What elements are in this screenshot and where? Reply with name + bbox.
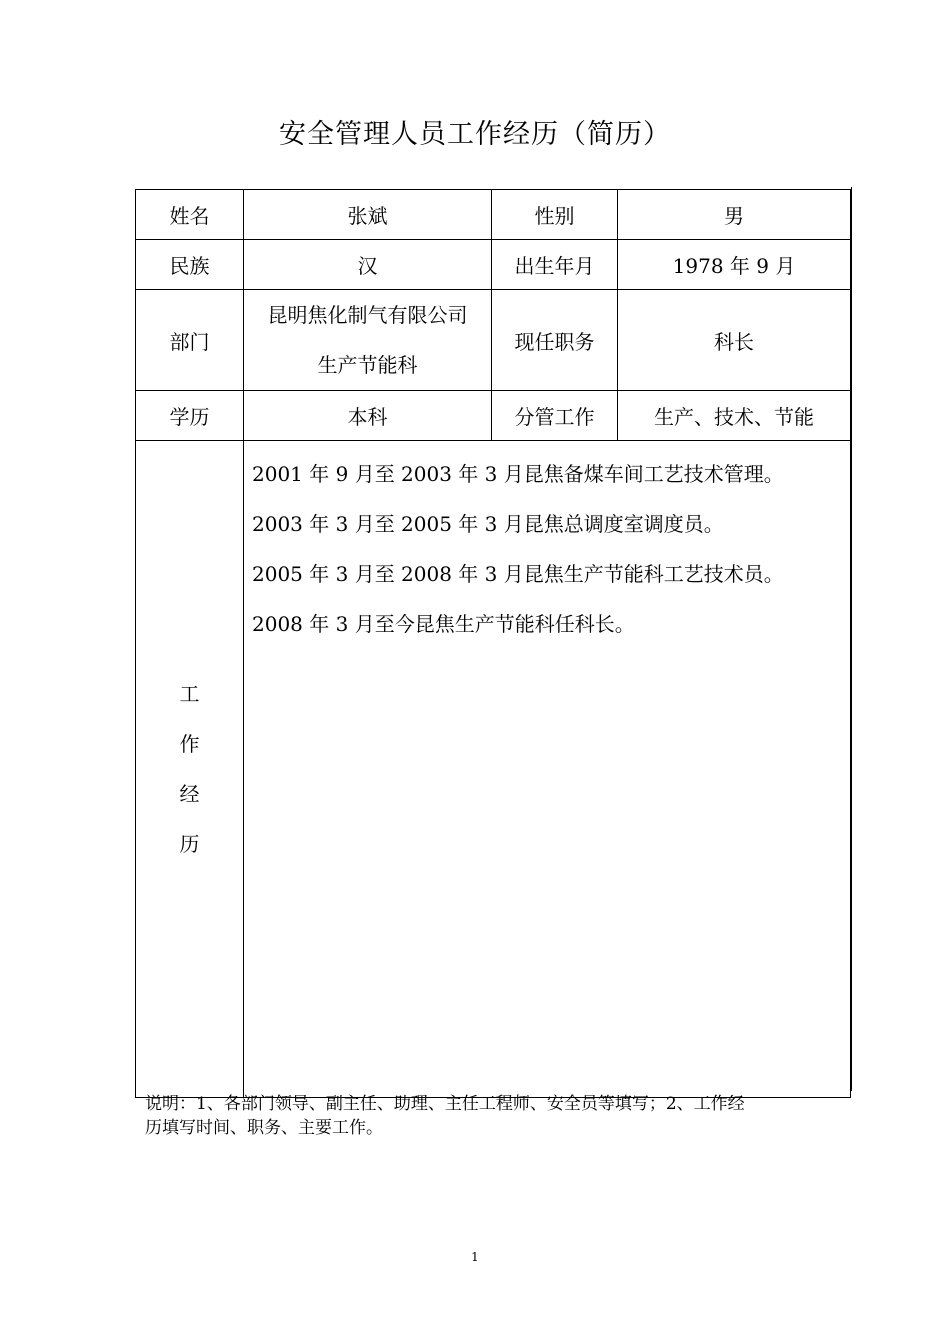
gender-value: 男 <box>618 190 851 240</box>
work-history-label <box>136 441 244 1098</box>
table-row <box>136 391 851 441</box>
table-outer-border <box>851 187 852 1091</box>
table-row <box>136 290 851 391</box>
dept-label: 部门 <box>136 290 244 391</box>
work-history-label-char: 工 <box>179 682 200 706</box>
birth-label: 出生年月 <box>492 240 618 290</box>
position-value: 科长 <box>618 290 851 391</box>
dept-value-line2: 生产节能科 <box>317 353 418 377</box>
note <box>145 1092 825 1140</box>
education-value: 本科 <box>244 391 492 441</box>
note-line: 说明：1、各部门领导、副主任、助理、主任工程师、安全员等填写；2、工作经 <box>145 1094 745 1114</box>
ethnicity-label: 民族 <box>136 240 244 290</box>
dept-value-line1: 昆明焦化制气有限公司 <box>267 303 468 327</box>
work-history-entry: 2001 年 9 月至 2003 年 3 月昆焦备煤车间工艺技术管理。 <box>252 462 784 486</box>
position-label: 现任职务 <box>492 290 618 391</box>
dept-value <box>244 290 492 391</box>
table-row <box>136 190 851 240</box>
gender-label: 性别 <box>492 190 618 240</box>
work-history-label-char: 历 <box>179 832 200 856</box>
work-history-label-char: 经 <box>179 782 200 806</box>
work-history-entry: 2003 年 3 月至 2005 年 3 月昆焦总调度室调度员。 <box>252 512 724 536</box>
table-row <box>136 441 851 1098</box>
ethnicity-value: 汉 <box>244 240 492 290</box>
education-label: 学历 <box>136 391 244 441</box>
work-history-entry: 2005 年 3 月至 2008 年 3 月昆焦生产节能科工艺技术员。 <box>252 562 784 586</box>
page-title: 安全管理人员工作经历（简历） <box>279 119 671 150</box>
work-history-entry: 2008 年 3 月至今昆焦生产节能科任科长。 <box>252 612 635 636</box>
work-history-content <box>244 441 851 1098</box>
birth-value: 1978 年 9 月 <box>618 240 851 290</box>
name-label: 姓名 <box>136 190 244 240</box>
work-history-label-char: 作 <box>179 732 200 756</box>
table-row <box>136 240 851 290</box>
duty-label: 分管工作 <box>492 391 618 441</box>
duty-value: 生产、技术、节能 <box>618 391 851 441</box>
name-value: 张斌 <box>244 190 492 240</box>
page-number: 1 <box>471 1250 479 1264</box>
resume-table <box>135 189 851 1098</box>
note-line: 历填写时间、职务、主要工作。 <box>145 1118 383 1138</box>
